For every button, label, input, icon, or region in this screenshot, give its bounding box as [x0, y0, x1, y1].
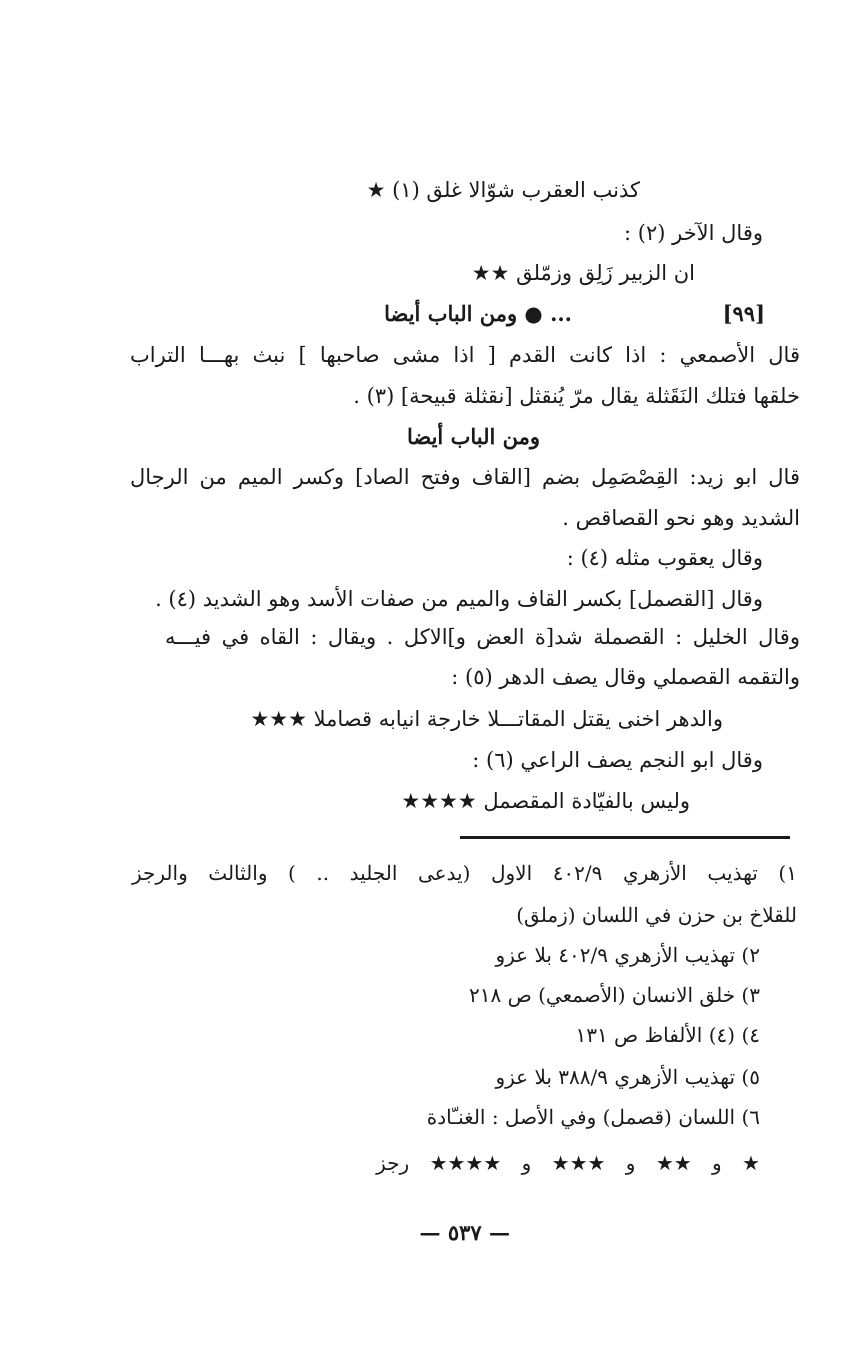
verse-line: ان الزبير زَلِق وزمّلق ★★	[471, 261, 695, 285]
footnote-line: ٥) تهذيب الأزهري ٣٨٨/٩ بلا عزو	[495, 1065, 760, 1089]
text-line: قال ابو زيد: القِصْصَمِل بضم [القاف وفتح الصاد] وكسر الميم من الرجال	[130, 465, 800, 489]
text-line: وقال [القصمل] بكسر القاف والميم من صفات الأسد وهو الشديد (٤) .	[155, 587, 763, 611]
footnote-line: للقلاخ بن حزن في اللسان (زملق)	[516, 903, 797, 927]
footnote-divider	[460, 836, 790, 839]
footnote-line: ٤) (٤) الألفاظ ص ١٣١	[575, 1023, 760, 1047]
text-line: والتقمه القصملي وقال يصف الدهر (٥) :	[451, 665, 800, 689]
text-line: قال الأصمعي : اذا كانت القدم [ اذا مشى صاحبها ] نبث بهـــا التراب	[130, 343, 800, 367]
text-line: وقال يعقوب مثله (٤) :	[566, 546, 763, 570]
section-number: [٩٩]	[722, 301, 765, 326]
page-number: — ٥٣٧ —	[419, 1220, 510, 1245]
footnote-key: ★ و ★★ و ★★★ و ★★★★ رجز	[376, 1151, 760, 1175]
text-line: وقال الخليل : القصملة شد[ة العض و]الاكل . ويقال : القاه في فيـــه	[165, 625, 800, 649]
verse-line: كذنب العقرب شوّالا غلق (١) ★	[366, 178, 640, 202]
verse-line: والدهر اخنى يقتل المقاتـــلا خارجة انيابه قصاملا ★★★	[250, 707, 723, 731]
footnote-line: ١) تهذيب الأزهري ٤٠٢/٩ الاول (يدعى الجليد .. ) والثالث والرجز	[132, 861, 797, 885]
text-line: وقال الآخر (٢) :	[624, 221, 763, 245]
text-line: الشديد وهو نحو القصاقص .	[562, 506, 800, 530]
verse-line: وليس بالفيّادة المقصمل ★★★★	[401, 789, 690, 813]
footnote-line: ٣) خلق الانسان (الأصمعي) ص ٢١٨	[468, 983, 760, 1007]
section-heading: ... ● ومن الباب أيضا	[384, 301, 572, 326]
footnote-line: ٦) اللسان (قصمل) وفي الأصل : الغنـّادة	[426, 1105, 760, 1129]
footnote-line: ٢) تهذيب الأزهري ٤٠٢/٩ بلا عزو	[495, 943, 760, 967]
text-line: وقال ابو النجم يصف الراعي (٦) :	[472, 748, 763, 772]
text-line: خلقها فتلك النَقَثلة يقال مرّ يُنقثل [نقثلة قبيحة] (٣) .	[353, 384, 800, 408]
section-heading: ومن الباب أيضا	[406, 424, 540, 449]
